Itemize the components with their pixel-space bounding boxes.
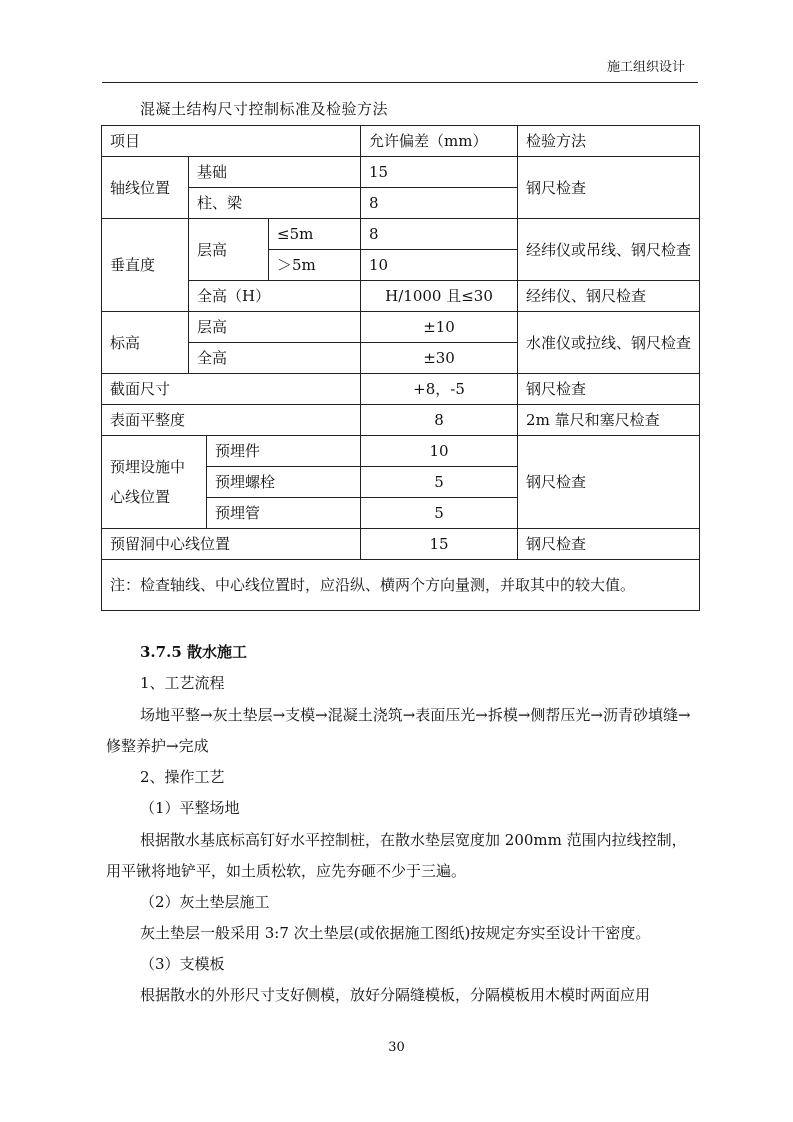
section-tol: +8，-5 xyxy=(361,374,518,405)
hole-tol: 15 xyxy=(361,529,518,560)
vertical-full-sub: 全高（H） xyxy=(189,281,361,312)
header-tolerance: 允许偏差（mm） xyxy=(361,126,518,157)
table-row xyxy=(102,405,700,436)
embedded-label: 预埋设施中心线位置 xyxy=(102,436,207,529)
table-row xyxy=(102,281,700,312)
header-method: 检验方法 xyxy=(518,126,700,157)
flatness-tol: 8 xyxy=(361,405,518,436)
vertical-label: 垂直度 xyxy=(102,219,189,312)
axis-tol-1: 15 xyxy=(361,157,518,188)
vertical-cond-1: ≤5m xyxy=(269,219,361,250)
hole-label: 预留洞中心线位置 xyxy=(102,529,361,560)
embedded-method: 钢尺检查 xyxy=(518,436,700,529)
axis-label: 轴线位置 xyxy=(102,157,189,219)
embedded-tol-3: 5 xyxy=(361,498,518,529)
table-row xyxy=(102,219,700,250)
paragraph-step-3-body: 根据散水的外形尺寸支好侧模，放好分隔缝模板，分隔模板用木模时两面应用 xyxy=(140,986,651,1004)
table-row xyxy=(102,560,700,611)
paragraph-step-1-title: （1）平整场地 xyxy=(140,799,240,817)
elevation-sub-2: 全高 xyxy=(189,343,361,374)
elevation-tol-2: ±30 xyxy=(361,343,518,374)
spec-table xyxy=(101,125,700,611)
axis-method: 钢尺检查 xyxy=(518,157,700,219)
section-heading: 3.7.5 散水施工 xyxy=(140,643,247,661)
paragraph-process-flow: 场地平整→灰土垫层→支模→混凝土浇筑→表面压光→拆模→侧帮压光→沥青砂填缝→修整养护→完成 xyxy=(106,706,691,755)
table-row xyxy=(102,374,700,405)
table-note: 注：检查轴线、中心线位置时，应沿纵、横两个方向量测，并取其中的较大值。 xyxy=(102,560,700,611)
vertical-full-method: 经纬仪、钢尺检查 xyxy=(518,281,700,312)
vertical-floor-label: 层高 xyxy=(189,219,269,281)
vertical-tol-2: 10 xyxy=(361,250,518,281)
embedded-sub-1: 预埋件 xyxy=(207,436,361,467)
header-title: 施工组织设计 xyxy=(606,60,685,75)
table-header-row xyxy=(102,126,700,157)
axis-sub-1: 基础 xyxy=(189,157,361,188)
elevation-sub-1: 层高 xyxy=(189,312,361,343)
table-row xyxy=(102,529,700,560)
hole-method: 钢尺检查 xyxy=(518,529,700,560)
paragraph-process-title: 1、工艺流程 xyxy=(140,674,225,692)
header-item: 项目 xyxy=(102,126,361,157)
flatness-method: 2m 靠尺和塞尺检查 xyxy=(518,405,700,436)
vertical-tol-1: 8 xyxy=(361,219,518,250)
table-row xyxy=(102,312,700,343)
vertical-cond-2: ＞5m xyxy=(269,250,361,281)
vertical-full-tol: H/1000 且≤30 xyxy=(361,281,518,312)
embedded-tol-1: 10 xyxy=(361,436,518,467)
paragraph-step-2-body: 灰土垫层一般采用 3:7 次土垫层(或依据施工图纸)按规定夯实至设计干密度。 xyxy=(140,924,651,942)
page-number: 30 xyxy=(388,1040,405,1055)
table-row xyxy=(102,157,700,188)
table-row xyxy=(102,436,700,467)
header-rule xyxy=(102,82,698,83)
elevation-tol-1: ±10 xyxy=(361,312,518,343)
axis-tol-2: 8 xyxy=(361,188,518,219)
paragraph-step-3-title: （3）支模板 xyxy=(140,955,225,973)
elevation-method: 水准仪或拉线、钢尺检查 xyxy=(518,312,700,374)
paragraph-step-1-body: 根据散水基底标高钉好水平控制桩，在散水垫层宽度加 200mm 范围内拉线控制，用平锹将地铲平，如土质松软，应先夯砸不少于三遍。 xyxy=(106,831,687,880)
paragraph-step-2-title: （2）灰土垫层施工 xyxy=(140,893,270,911)
embedded-sub-2: 预埋螺栓 xyxy=(207,467,361,498)
section-label: 截面尺寸 xyxy=(102,374,361,405)
vertical-method-1: 经纬仪或吊线、钢尺检查 xyxy=(518,219,700,281)
axis-sub-2: 柱、梁 xyxy=(189,188,361,219)
embedded-tol-2: 5 xyxy=(361,467,518,498)
table-caption: 混凝土结构尺寸控制标准及检验方法 xyxy=(140,100,389,118)
flatness-label: 表面平整度 xyxy=(102,405,361,436)
embedded-sub-3: 预埋管 xyxy=(207,498,361,529)
paragraph-operation-title: 2、操作工艺 xyxy=(140,768,225,786)
section-method: 钢尺检查 xyxy=(518,374,700,405)
elevation-label: 标高 xyxy=(102,312,189,374)
